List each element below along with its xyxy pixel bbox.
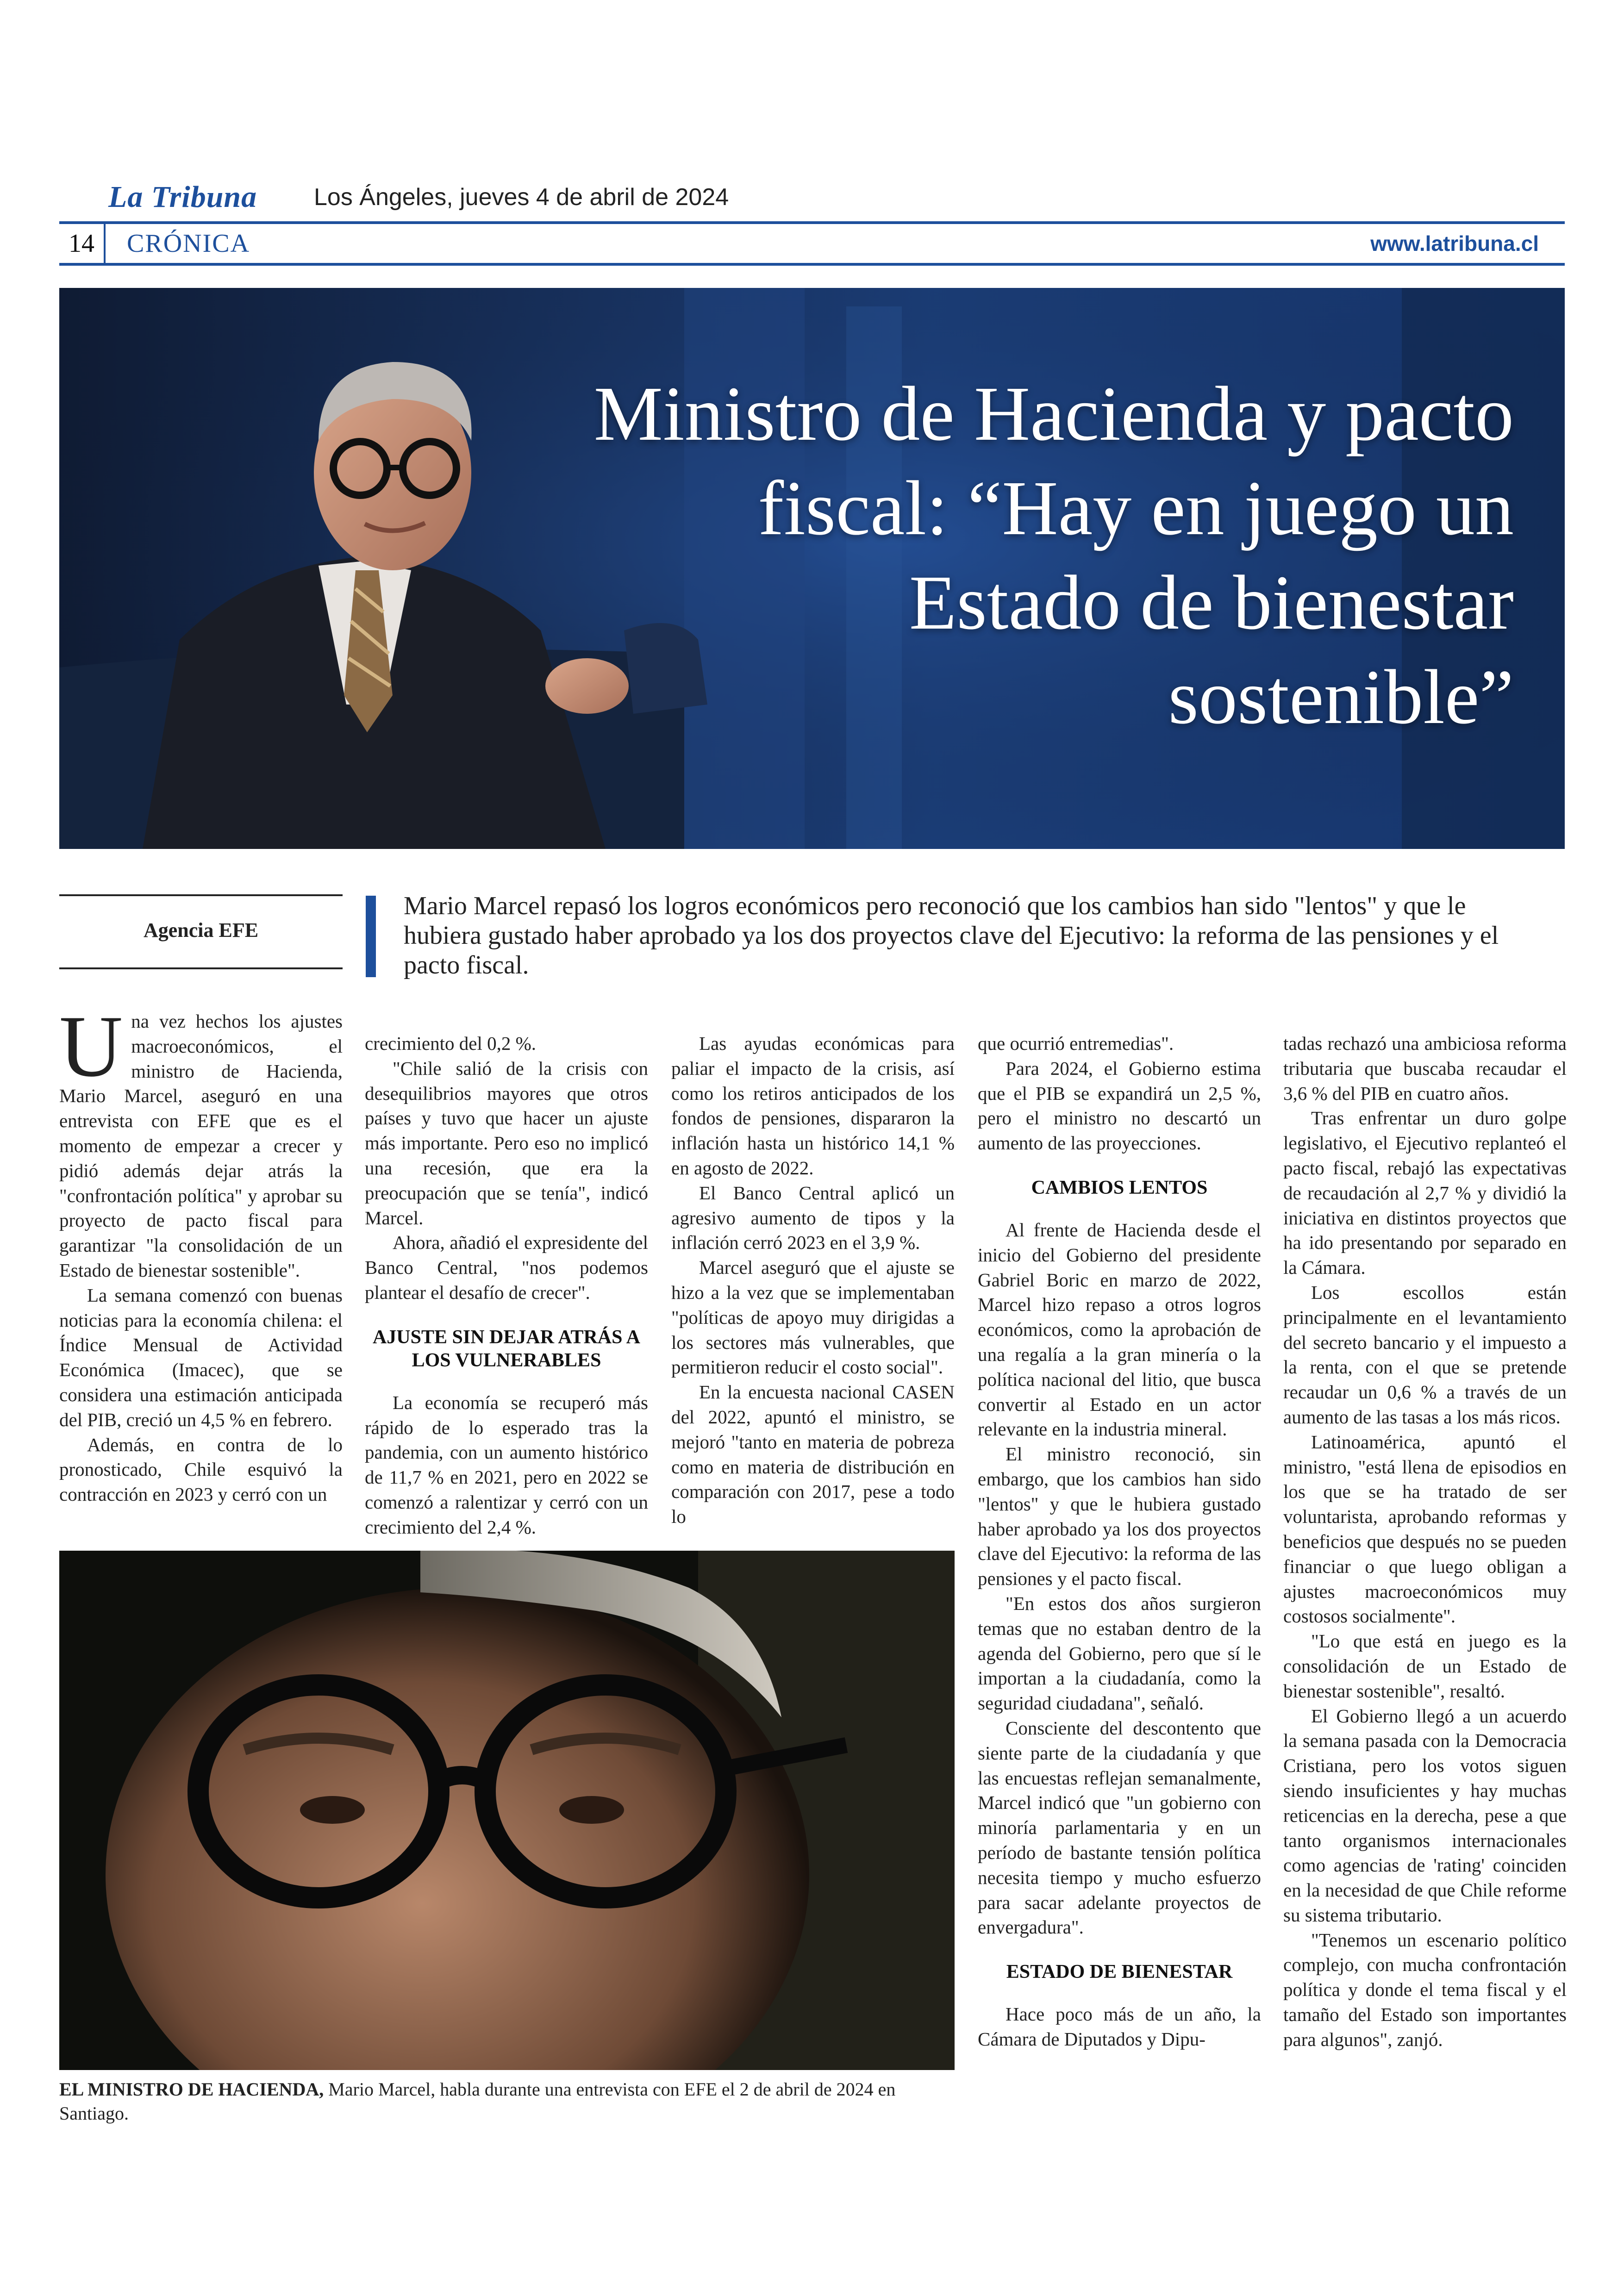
minister-closeup-illustration <box>59 1551 955 2070</box>
subheading: CAMBIOS LENTOS <box>1031 1177 1208 1198</box>
paragraph: Además, en contra de lo pronosticado, Chile esquivó la contracción en 2023 y cerró con un <box>59 1434 343 1505</box>
subheading: AJUSTE SIN DEJAR ATRÁS A LOS VULNERABLES <box>372 1326 641 1371</box>
paragraph: Los escollos están principalmente en el levantamiento del secreto bancario y el impuesto a la renta, con el que se pretende recaudar un 0,6 % a través de un aumento de las tasas a los más ricos. <box>1283 1281 1567 1428</box>
article-column-3 <box>671 1031 955 1529</box>
paragraph: na vez hechos los ajustes macroeconómicos, el ministro de Hacienda, Mario Marcel, aseguró en una entrevista con EFE que es el momento de empezar a crecer y pidió además dejar atrás la "confrontación política" y aprobar su proyecto de pacto fiscal para garantizar "la consolidación de un Estado de bienestar sostenible". <box>59 1010 343 1281</box>
website-link[interactable]: www.latribuna.cl <box>1370 231 1539 256</box>
paragraph: tadas rechazó una ambiciosa reforma tributaria que buscaba recaudar el 3,6 % del PIB en cuatro años. <box>1283 1033 1567 1104</box>
photo-caption <box>59 2077 955 2126</box>
paragraph: "Tenemos un escenario político complejo, con mucha confrontación política y donde el tema fiscal y el tamaño del Estado son importantes para algunos", zanjó. <box>1283 1929 1567 2050</box>
paragraph: Al frente de Hacienda desde el inicio del Gobierno del presidente Gabriel Boric en marzo de 2022, Marcel hizo repaso a otros logros económicos, como la aprobación de una regalía a la gran minería o la política nacional del litio, que busca convertir al Estado en un actor relevante en la industria mineral. <box>978 1219 1261 1440</box>
paragraph: En la encuesta nacional CASEN del 2022, apuntó el ministro, se mejoró "tanto en materia de pobreza como en materia de distribución en comparación con 2017, pese a todo lo <box>671 1381 955 1528</box>
byline-box <box>59 894 343 969</box>
section-bar <box>59 221 1565 266</box>
hero-photo <box>59 288 1565 849</box>
masthead <box>59 180 1565 217</box>
paragraph: El Banco Central aplicó un agresivo aumento de tipos y la inflación cerró 2023 en el 3,9 %. <box>671 1182 955 1254</box>
paragraph: crecimiento del 0,2 %. <box>365 1033 537 1054</box>
article-column-4 <box>978 1031 1261 2052</box>
article-column-1 <box>59 998 343 1507</box>
article-column-5 <box>1283 1031 1567 2052</box>
paragraph: Consciente del descontento que siente parte de la ciudadanía y que las encuestas reflejan semanalmente, Marcel indicó que "un gobierno con minoría parlamentaria y en un período de bastante tensión política necesita tiempo y mucho esfuerzo para sacar adelante proyectos de envergadura". <box>978 1717 1261 1938</box>
paragraph: El ministro reconoció, sin embargo, que los cambios han sido "lentos" y que le hubiera gustado haber aprobado ya los dos proyectos clave del Ejecutivo: la reforma de las pensiones y el pacto fiscal. <box>978 1443 1261 1590</box>
byline: Agencia EFE <box>143 919 259 942</box>
article-lead: Mario Marcel repasó los logros económicos pero reconoció que los cambios han sido "lentos" y que le hubiera gustado haber aprobado ya los dos proyectos clave del Ejecutivo: la reforma de las pensiones y el pacto fiscal. <box>404 892 1499 979</box>
section-name: CRÓNICA <box>127 229 250 258</box>
paragraph: Hace poco más de un año, la Cámara de Diputados y Dipu- <box>978 2003 1261 2050</box>
caption-text: Mario Marcel, habla durante una entrevista con EFE el 2 de abril de 2024 en Santiago. <box>59 2079 896 2124</box>
paragraph: Tras enfrentar un duro golpe legislativo, el Ejecutivo replanteó el pacto fiscal, rebajó las expectativas de recaudación al 2,7 % y dividió la iniciativa en distintos proyectos que ha ido presentando por separado en la Cámara. <box>1283 1107 1567 1278</box>
paragraph: "Chile salió de la crisis con desequilibrios mayores que otros países y tuvo que hacer un ajuste más importante. Pero eso no implicó una recesión, que era la preocupación que se tenía", indicó Marcel. <box>365 1057 648 1229</box>
paragraph: "En estos dos años surgieron temas que no estaban dentro de la agenda del Gobierno, pero que sí le importan a la ciudadanía, como la seguridad ciudadana", señaló. <box>978 1592 1261 1714</box>
paragraph: "Lo que está en juego es la consolidación de un Estado de bienestar sostenible", resaltó. <box>1283 1630 1567 1702</box>
newspaper-logo[interactable]: La Tribuna <box>108 180 257 214</box>
paragraph: Ahora, añadió el expresidente del Banco Central, "nos podemos plantear el desafío de crecer". <box>365 1232 648 1303</box>
drop-cap: U <box>59 998 123 1095</box>
dateline: Los Ángeles, jueves 4 de abril de 2024 <box>314 184 729 211</box>
paragraph: Las ayudas económicas para paliar el impacto de la crisis, así como los retiros anticipados de los fondos de pensiones, dispararon la inflación hasta un histórico 14,1 % en agosto de 2022. <box>671 1033 955 1179</box>
paragraph: La economía se recuperó más rápido de lo esperado tras la pandemia, con un aumento histórico de 11,7 % en 2021, pero en 2022 se comenzó a ralentizar y cerró con un crecimiento del 2,4 %. <box>365 1391 648 1538</box>
paragraph: La semana comenzó con buenas noticias para la economía chilena: el Índice Mensual de Actividad Económica (Imacec), que se considera una estimación anticipada del PIB, creció un 4,5 % en febrero. <box>59 1284 343 1430</box>
paragraph: El Gobierno llegó a un acuerdo la semana pasada con la Democracia Cristiana, pero los votos siguen siendo insuficientes y hay muchas reticencias en la derecha, pese a que tanto organismos internacionales como agencias de 'rating' coinciden en la necesidad de que Chile reforme su sistema tributario. <box>1283 1705 1567 1926</box>
article-column-2 <box>365 1031 648 1540</box>
lead-accent-bar <box>366 896 376 977</box>
caption-lead: EL MINISTRO DE HACIENDA, <box>59 2079 324 2100</box>
headline: Ministro de Hacienda y pacto fiscal: “Hay en juego un Estado de bienestar sostenible” <box>593 371 1514 740</box>
paragraph: que ocurrió entremedias". <box>978 1033 1174 1054</box>
paragraph: Para 2024, el Gobierno estima que el PIB se expandirá un 2,5 %, pero el ministro no descartó un aumento de las proyecciones. <box>978 1057 1261 1154</box>
page-number: 14 <box>59 224 106 263</box>
paragraph: Latinoamérica, apuntó el ministro, "está llena de episodios en los que se ha tratado de ser voluntarista, aprobando reformas y beneficios que después no se pueden financiar o que luego obligan a ajustes macroeconómicos muy costosos socialmente". <box>1283 1431 1567 1627</box>
subheading: ESTADO DE BIENESTAR <box>1006 1961 1233 1983</box>
paragraph: Marcel aseguró que el ajuste se hizo a la vez que se implementaban "políticas de apoyo muy dirigidas a los sectores más vulnerables, que permitieron reducir el costo social". <box>671 1257 955 1378</box>
closeup-photo <box>59 1551 955 2070</box>
